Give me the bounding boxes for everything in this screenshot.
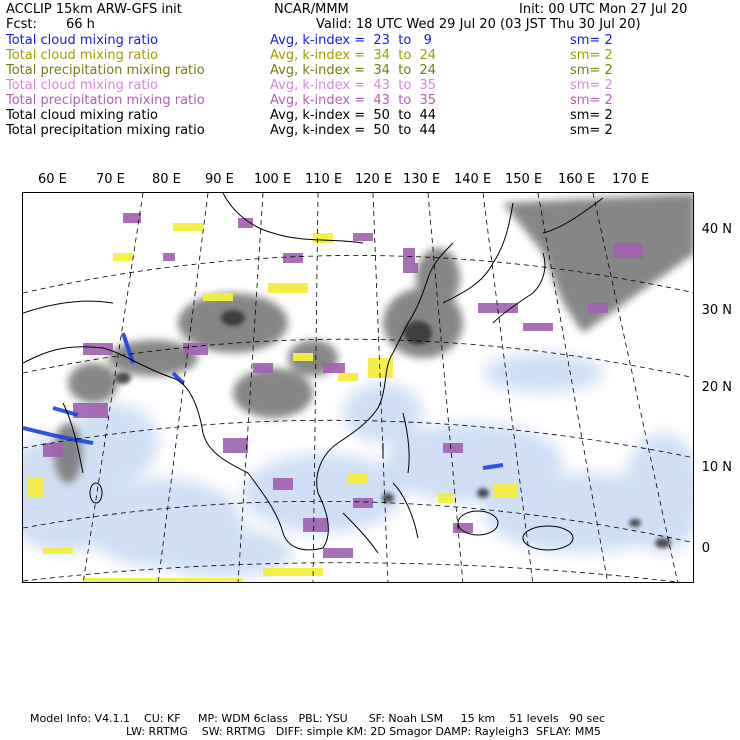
- legend-range: Avg, k-index = 34 to 24: [270, 63, 437, 78]
- lon-label: 160 E: [558, 172, 596, 187]
- map-panel: [22, 192, 694, 583]
- model-title: ACCLIP 15km ARW-GFS init: [6, 2, 182, 17]
- legend-field: Total precipitation mixing ratio: [6, 93, 205, 108]
- legend-field: Total cloud mixing ratio: [6, 108, 159, 123]
- legend-field: Total precipitation mixing ratio: [6, 63, 205, 78]
- lon-label: 70 E: [96, 172, 125, 187]
- lon-label: 60 E: [38, 172, 67, 187]
- legend-row: [0, 48, 730, 63]
- lon-label: 150 E: [505, 172, 543, 187]
- legend-row: [0, 33, 730, 48]
- legend-row: [0, 123, 730, 138]
- model-info-line-2: LW: RRTMG SW: RRTMG DIFF: simple KM: 2D Smagor DAMP: Rayleigh3 SFLAY: MM5: [126, 725, 601, 738]
- legend-field: Total cloud mixing ratio: [6, 78, 159, 93]
- legend-range: Avg, k-index = 50 to 44: [270, 108, 437, 123]
- lon-label: 90 E: [205, 172, 234, 187]
- lon-label: 120 E: [355, 172, 393, 187]
- legend-sm: sm= 2: [570, 63, 613, 78]
- model-info-line-1: Model Info: V4.1.1 CU: KF MP: WDM 6class PBL: YSU SF: Noah LSM 15 km 51 levels 90 sec: [30, 712, 606, 725]
- legend-sm: sm= 2: [570, 48, 613, 63]
- legend-sm: sm= 2: [570, 33, 613, 48]
- legend-sm: sm= 2: [570, 78, 613, 93]
- legend-row: [0, 78, 730, 93]
- legend-range: Avg, k-index = 43 to 35: [270, 93, 437, 108]
- legend-field: Total precipitation mixing ratio: [6, 123, 205, 138]
- organization: NCAR/MMM: [274, 2, 349, 17]
- legend-field: Total cloud mixing ratio: [6, 33, 159, 48]
- legend-range: Avg, k-index = 23 to 9: [270, 33, 432, 48]
- lat-label: 30 N: [701, 303, 732, 318]
- lon-label: 140 E: [454, 172, 492, 187]
- valid-time: Valid: 18 UTC Wed 29 Jul 20 (03 JST Thu 30 Jul 20): [316, 17, 641, 32]
- legend-range: Avg, k-index = 50 to 44: [270, 123, 437, 138]
- legend-sm: sm= 2: [570, 93, 613, 108]
- legend-sm: sm= 2: [570, 123, 613, 138]
- legend-row: [0, 108, 730, 123]
- legend-row: [0, 63, 730, 78]
- legend-sm: sm= 2: [570, 108, 613, 123]
- map-canvas: [23, 193, 694, 583]
- legend-range: Avg, k-index = 43 to 35: [270, 78, 437, 93]
- forecast-label: Fcst:: [6, 17, 37, 32]
- legend-range: Avg, k-index = 34 to 24: [270, 48, 437, 63]
- legend-row: [0, 93, 730, 108]
- lat-label: 0: [701, 541, 710, 556]
- lon-label: 110 E: [305, 172, 343, 187]
- init-time: Init: 00 UTC Mon 27 Jul 20: [519, 2, 688, 17]
- lon-label: 130 E: [403, 172, 441, 187]
- light-blue-cloud-field: [23, 353, 694, 578]
- lon-label: 80 E: [152, 172, 181, 187]
- forecast-hour: 66 h: [66, 17, 95, 32]
- lon-label: 170 E: [612, 172, 650, 187]
- lat-label: 40 N: [701, 222, 732, 237]
- lat-label: 20 N: [701, 380, 732, 395]
- lon-label: 100 E: [254, 172, 292, 187]
- lat-label: 10 N: [701, 460, 732, 475]
- legend-field: Total cloud mixing ratio: [6, 48, 159, 63]
